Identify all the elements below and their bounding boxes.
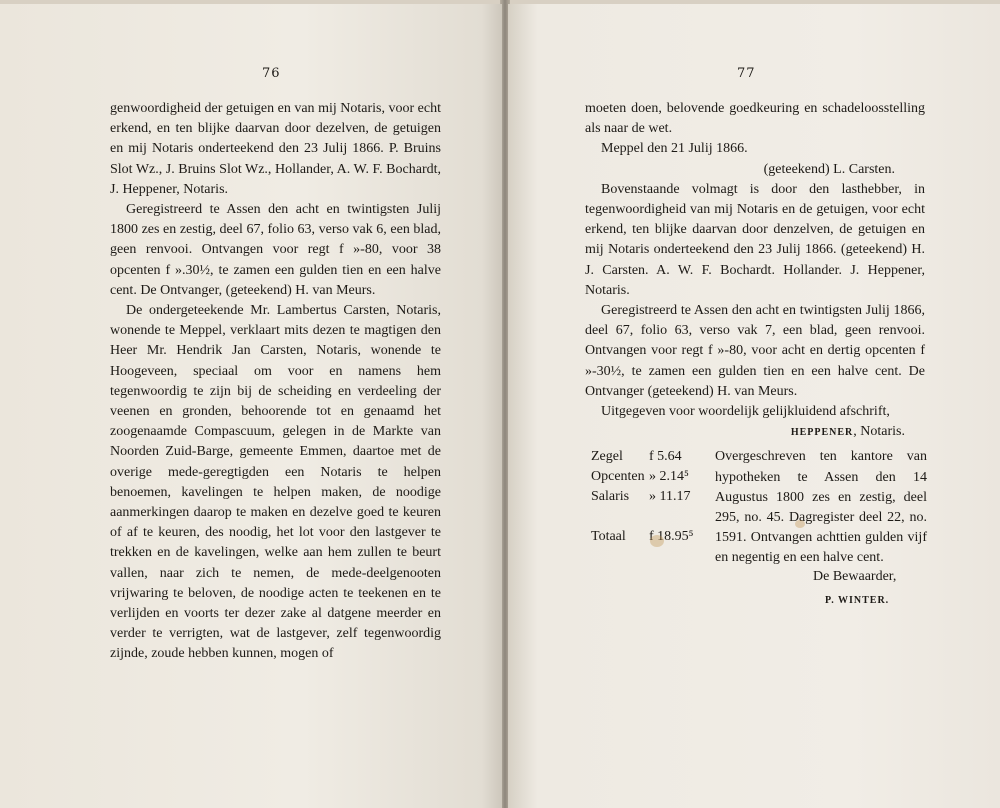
signature-carsten: (geteekend) L. Carsten. — [763, 161, 895, 177]
fee-table — [585, 447, 925, 573]
total-value: f 18.95⁵ — [649, 529, 694, 545]
paragraph-registration-right: Geregistreerd te Assen den acht en twintigsten Julij 1866, deel 67, folio 63, verso vak 7, een blad, geen renvooi. Ontvangen voor regt f »-80, voor acht en dertig opcenten f »-30½, te zamen een gulden tien en een halve cent. De Ontvanger (geteekend) H. van Meurs. — [585, 303, 925, 399]
paragraph-acknowledgement: Bovenstaande volmagt is door den lasthebber, in tegenwoordigheid van mij Notaris en de getuigen, voor echt erkend, ten blijke daarvan door denzelven, de getuigen en mij Notaris onderteekend den 23 Julij 1866. (geteekend) H. J. Carsten. A. W. F. Bochardt. Hollander. J. Heppener, Notaris. — [585, 181, 925, 298]
fee-label: Zegel — [591, 449, 623, 465]
fee-value: » 2.14⁵ — [649, 469, 689, 485]
copy-statement: Uitgegeven voor woordelijk gelijkluidend afschrift, — [601, 404, 890, 420]
paragraph-power-of-attorney: De ondergeteekende Mr. Lambertus Carsten, Notaris, wonende te Meppel, verklaart mits dezen te magtigen den Heer Mr. Hendrik Jan Carsten, Notaris, wonende te Hoogeveen, speciaal om voor en namens hem tegenwoordig te zijn bij de scheiding en verdeeling der veenen en gronden, behoorende tot en genaamd het zoogenaamde Compascuum, gelegen in de Markte van Noorden Zuid-Barge, gemeente Emmen, daartoe met de overige mede-geregtigden een Notaris te helpen benoemen, kavelingen te helpen maken, de noodige aanmerkingen daarop te maken en dezelve goed te keuren of af te keuren, des noodig, het lot voor den lastgever te trekken en de kavelingen, welke aan hem zullen te beurt vallen, naar zich te nemen, de mede-deelgenooten vrijwaring te beloven, de noodige acten te teekenen en te verlijden en voorts ter dezer zake al datgene meerder en verder te verrigten, wat de lastgever, zelf tegenwoordig zijnde, zoude hebben kunnen, mogen of — [110, 303, 441, 662]
left-page — [0, 4, 502, 808]
place-date: Meppel den 21 Julij 1866. — [601, 141, 748, 157]
paragraph-opening: moeten doen, belovende goedkeuring en schadeloosstelling als naar de wet. — [585, 101, 925, 137]
keeper-name: P. WINTER. — [825, 595, 890, 607]
notary-name: HEPPENER — [790, 427, 854, 439]
left-page-text — [110, 99, 441, 665]
paragraph-registration: Geregistreerd te Assen den acht en twintigsten Julij 1800 zes en zestig, deel 67, folio 63, verso vak 6, een blad, geen renvooi. Ontvangen voor regt f »-80, voor 38 opcenten f ».30½, te zamen een gulden tien en een halve cent. De Ontvanger, (geteekend) H. van Meurs. — [110, 202, 441, 298]
right-page — [508, 4, 1000, 808]
page-number-right: 77 — [737, 66, 756, 81]
page-number-left: 76 — [262, 66, 281, 81]
paper-stain — [650, 535, 664, 547]
notary-signature — [585, 422, 925, 443]
fee-label: Salaris — [591, 489, 630, 505]
fee-label: Opcenten — [591, 469, 645, 485]
paragraph-signatures: genwoordigheid der getuigen en van mij Notaris, voor echt erkend, en ten blijke daarvan door dezelven, de getuigen en mij Notaris onderteekend den 23 Julij 1866. P. Bruins Slot Wz., J. Bruins Slot Wz., Hollander, A. W. F. Bochardt, J. Heppener, Notaris. — [110, 101, 441, 197]
right-page-text — [585, 99, 925, 623]
notary-title: , Notaris. — [853, 424, 905, 440]
paper-stain — [795, 520, 805, 528]
total-label: Totaal — [591, 529, 626, 545]
registry-note: Overgeschreven ten kantore van hypotheken te Assen den 14 Augustus 1800 zes en zestig, deel 295, no. 45. Dagregister deel 22, no. 1591. Ontvangen achttien gulden vijf en negentig en een halve cent. — [715, 449, 927, 566]
fee-value: » 11.17 — [649, 489, 691, 505]
fee-value: f 5.64 — [649, 449, 682, 465]
keeper-title: De Bewaarder, — [813, 569, 897, 585]
keeper-block — [585, 569, 925, 623]
